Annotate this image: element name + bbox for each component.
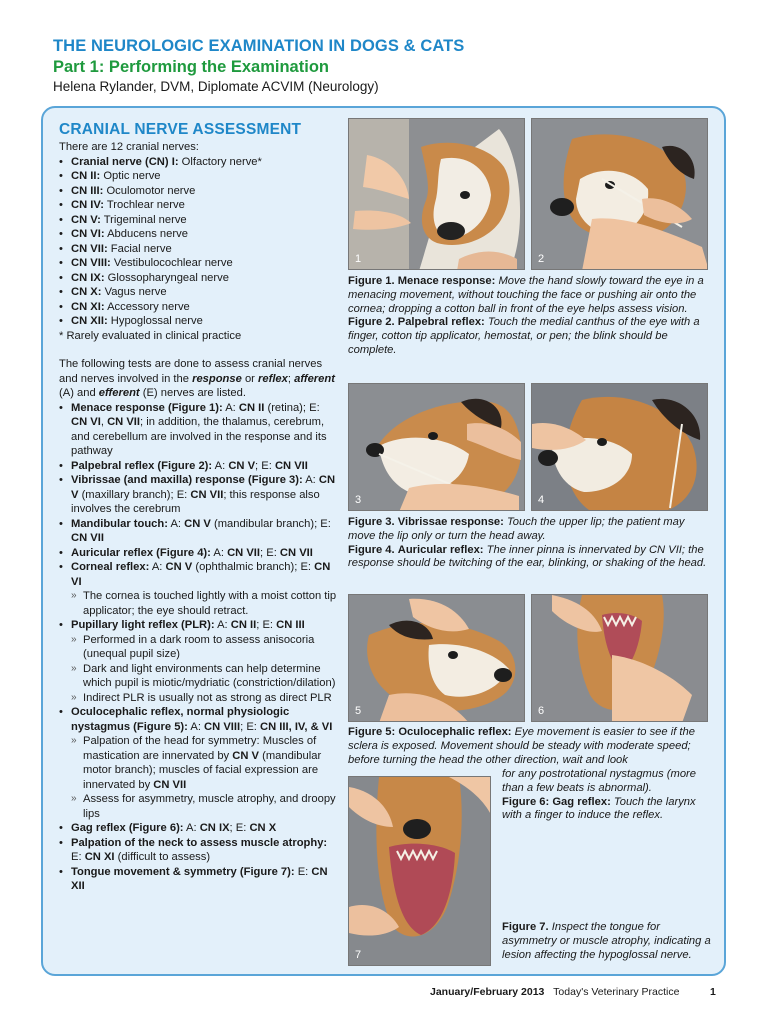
figure-1-photo: [348, 118, 525, 270]
test-auricular: • Auricular reflex (Figure 4): A: CN VII; E: CN VII: [59, 546, 337, 561]
sub-item: » Performed in a dark room to assess anisocoria (unequal pupil size): [71, 633, 337, 662]
list-item: • CN VIII: Vestibulocochlear nerve: [59, 256, 337, 271]
list-item: • Cranial nerve (CN) I: Olfactory nerve*: [59, 155, 337, 170]
list-item: • CN XII: Hypoglossal nerve: [59, 314, 337, 329]
list-item: • CN V: Trigeminal nerve: [59, 213, 337, 228]
figure-7-caption: Figure 7. Inspect the tongue for asymmetry or muscle atrophy, indicating a lesion affecting the hypoglossal nerve.: [502, 921, 711, 961]
figure-5-6-caption: Figure 5: Oculocephalic reflex: Eye movement is easier to see if the sclera is exposed. Movement should be steady with moderate speed; before turning the head the other direction, wait and look: [348, 726, 695, 766]
list-item: • CN IX: Glossopharyngeal nerve: [59, 271, 337, 286]
list-item: • CN IV: Trochlear nerve: [59, 198, 337, 213]
test-oculocephalic: • Oculocephalic reflex, normal physiologic nystagmus (Figure 5): A: CN VIII; E: CN III, IV, & VI » Palpation of the head for symmetry: Muscles of mastication are innervated by CN V (mandibular motor branch); muscles of facial expression are innervated by CN VII » Assess for asymmetry, muscle atrophy, and droopy lips: [59, 705, 337, 821]
test-corneal: • Corneal reflex: A: CN V (ophthalmic branch); E: CN VI » The cornea is touched lightly with a moist cotton tip applicator; the eye should retract.: [59, 560, 337, 618]
tests-intro: The following tests are done to assess cranial nerves and nerves involved in the response or reflex; afferent (A) and efferent (E) nerves are listed.: [59, 358, 335, 399]
page-number: 1: [710, 986, 716, 998]
figure-number: 4: [538, 494, 545, 506]
figure-6-photo: [531, 594, 708, 722]
issue-date: January/February 2013: [430, 986, 545, 998]
list-item: • CN XI: Accessory nerve: [59, 300, 337, 315]
test-vibrissae: • Vibrissae (and maxilla) response (Figure 3): A: CN V (maxillary branch); E: CN VII; this response also involves the cerebrum: [59, 473, 337, 517]
test-gag: • Gag reflex (Figure 6): A: CN IX; E: CN X: [59, 821, 337, 836]
article-title: THE NEUROLOGIC EXAMINATION IN DOGS & CATS: [53, 37, 465, 55]
figure-number: 7: [355, 949, 362, 961]
footnote: * Rarely evaluated in clinical practice: [59, 329, 242, 342]
sub-item: » Indirect PLR is usually not as strong as direct PLR: [71, 691, 337, 706]
figure-2-photo: [531, 118, 708, 270]
figure-5-photo: [348, 594, 525, 722]
figure-1-2-caption: Figure 1. Menace response: Move the hand slowly toward the eye in a menacing movement, without touching the face or pushing air onto the cornea; dropping a cotton ball in front of the eye helps assess vision. Figure 2. Palpebral reflex: Touch the medial canthus of the eye with a finger, cotton tip applicator, hemostat, or pen; the blink should be complete.: [348, 275, 704, 356]
test-mandibular: • Mandibular touch: A: CN V (mandibular branch); E: CN VII: [59, 517, 337, 546]
sub-item: » Assess for asymmetry, muscle atrophy, and droopy lips: [71, 792, 337, 821]
list-item: • CN X: Vagus nerve: [59, 285, 337, 300]
test-menace: • Menace response (Figure 1): A: CN II (retina); E: CN VI, CN VII; in addition, the thalamus, cerebrum, and cerebellum are involved in the response and its pathway: [59, 401, 337, 459]
journal-name: Today's Veterinary Practice: [553, 986, 680, 998]
figure-3-4-caption: Figure 3. Vibrissae response: Touch the upper lip; the patient may move the lip only or turn the head away. Figure 4. Auricular reflex: The inner pinna is innervated by CN VII; the response should be twitching of the ear, blinking, or shaking of the head.: [348, 516, 707, 570]
test-palpebral: • Palpebral reflex (Figure 2): A: CN V; E: CN VII: [59, 459, 337, 474]
figure-number: 3: [355, 494, 362, 506]
cranial-nerve-list: [59, 155, 337, 329]
cranial-nerve-column: [59, 120, 337, 894]
figure-3-photo: [348, 383, 525, 511]
figure-number: 1: [355, 253, 362, 265]
page-footer: [430, 986, 720, 999]
article-subtitle: Part 1: Performing the Examination: [53, 58, 329, 76]
article-author: Helena Rylander, DVM, Diplomate ACVIM (Neurology): [53, 79, 379, 94]
section-title: CRANIAL NERVE ASSESSMENT: [59, 121, 302, 138]
list-item: • CN III: Oculomotor nerve: [59, 184, 337, 199]
figure-7-photo: [348, 776, 491, 966]
list-item: • CN II: Optic nerve: [59, 169, 337, 184]
tests-list: [59, 401, 337, 894]
figure-number: 2: [538, 253, 545, 265]
figure-number: 5: [355, 705, 362, 717]
sub-item: » Palpation of the head for symmetry: Muscles of mastication are innervated by CN V (mandibular motor branch); muscles of facial expression are innervated by CN VII: [71, 734, 337, 792]
article-header: [53, 36, 743, 95]
test-tongue: • Tongue movement & symmetry (Figure 7): E: CN XII: [59, 865, 337, 894]
list-item: • CN VII: Facial nerve: [59, 242, 337, 257]
list-item: • CN VI: Abducens nerve: [59, 227, 337, 242]
test-neck: • Palpation of the neck to assess muscle atrophy: E: CN XI (difficult to assess): [59, 836, 337, 865]
sub-item: » Dark and light environments can help determine which pupil is miotic/mydriatic (constriction/dilation): [71, 662, 337, 691]
figure-5-6-caption-cont: for any postrotational nystagmus (more than a few beats is abnormal). Figure 6: Gag reflex: Touch the larynx with a finger to induce the reflex.: [502, 768, 697, 822]
sub-item: » The cornea is touched lightly with a moist cotton tip applicator; the eye should retract.: [71, 589, 337, 618]
figure-4-photo: [531, 383, 708, 511]
figure-number: 6: [538, 705, 545, 717]
section-intro: There are 12 cranial nerves:: [59, 141, 199, 153]
test-plr: • Pupillary light reflex (PLR): A: CN II; E: CN III » Performed in a dark room to assess anisocoria (unequal pupil size) » Dark and light environments can help determine which pupil is miotic/mydriatic (constriction/dilation) » Indirect PLR is usually not as strong as direct PLR: [59, 618, 337, 705]
